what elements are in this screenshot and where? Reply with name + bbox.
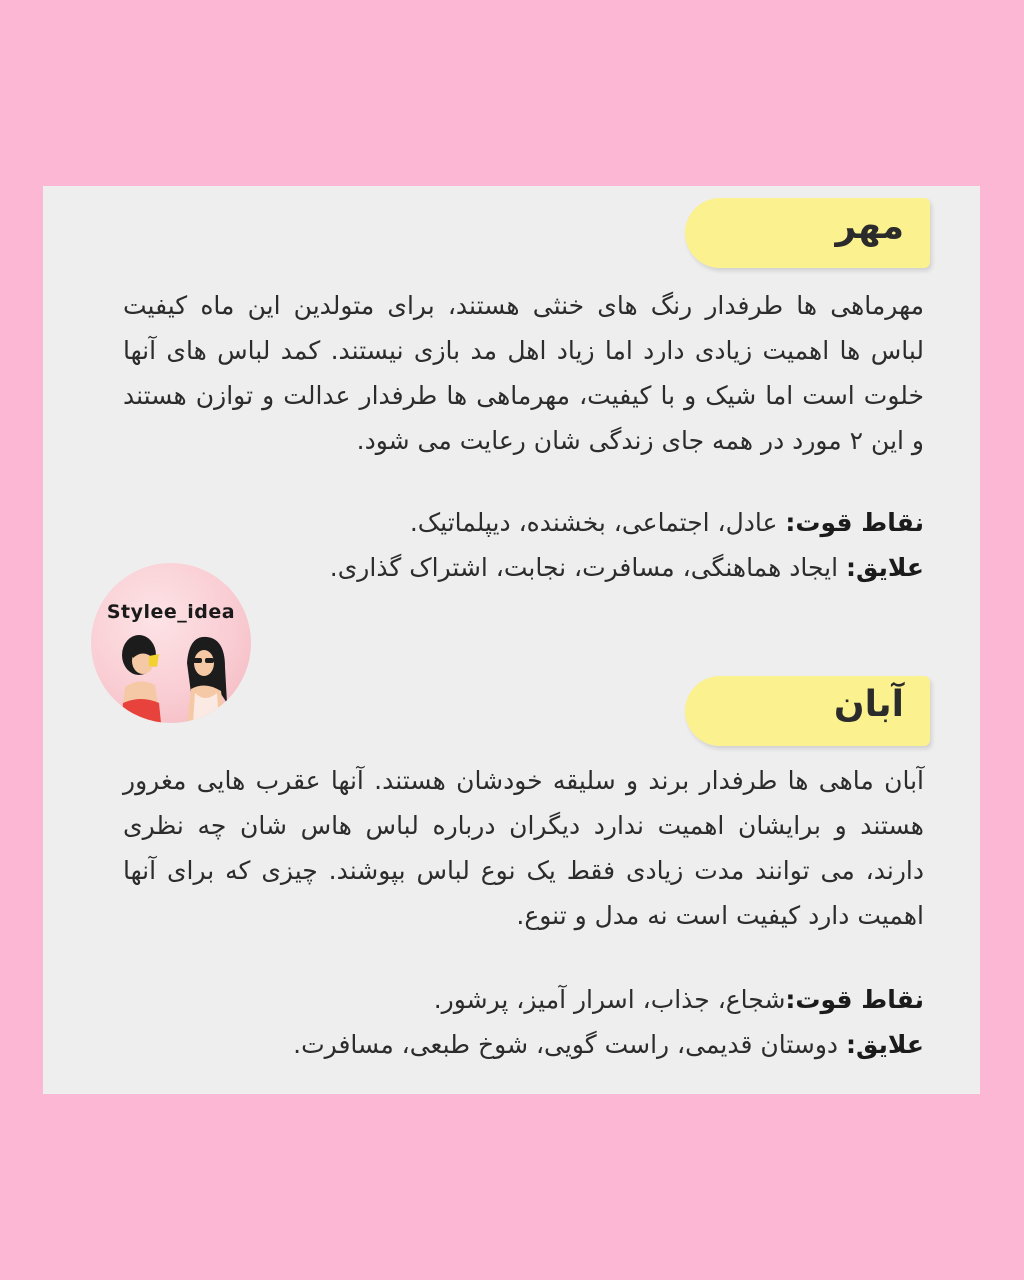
watermark-logo <box>91 563 251 723</box>
interests-line <box>330 548 924 588</box>
section-title: آبان <box>833 684 904 725</box>
strengths-label: نقاط قوت: <box>785 985 924 1014</box>
interests-label: علایق: <box>846 1030 924 1059</box>
interests-value: دوستان قدیمی، راست گویی، شوخ طبعی، مسافرت. <box>293 1030 847 1059</box>
strengths-line <box>410 503 924 543</box>
interests-value: ایجاد هماهنگی، مسافرت، نجابت، اشتراک گذاری. <box>329 553 847 582</box>
strengths-value: شجاع، جذاب، اسرار آمیز، پرشور. <box>433 985 786 1014</box>
strengths-label: نقاط قوت: <box>785 508 924 537</box>
interests-label: علایق: <box>846 553 924 582</box>
two-girls-illustration-icon <box>91 563 251 723</box>
strengths-value: عادل، اجتماعی، بخشنده، دیپلماتیک. <box>409 508 786 537</box>
strengths-line <box>434 980 924 1020</box>
section-body: آبان ماهی ها طرفدار برند و سلیقه خودشان هستند. آنها عقرب هایی مغرور هستند و برایشان اهمیت ندارد دیگران درباره لباس هاس شان چه نظری دارند، می توانند مدت زیادی فقط یک نوع لباس بپوشند. چیزی که برای آنها اهمیت دارد کیفیت است نه مدل و تنوع. <box>123 766 924 930</box>
title-highlight <box>685 198 930 268</box>
section-body: مهرماهی ها طرفدار رنگ های خنثی هستند، برای متولدین این ماه کیفیت لباس ها اهمیت زیادی دارد اما زیاد اهل مد بازی نیستند. کمد لباس های آنها خلوت است اما شیک و با کیفیت، مهرماهی ها طرفدار عدالت و توازن هستند و این ۲ مورد در همه جای زندگی شان رعایت می شود. <box>123 291 924 455</box>
title-highlight <box>685 676 930 746</box>
section-title: مهر <box>835 206 904 247</box>
watermark-text: Stylee_idea <box>106 601 236 623</box>
interests-line <box>293 1025 924 1065</box>
